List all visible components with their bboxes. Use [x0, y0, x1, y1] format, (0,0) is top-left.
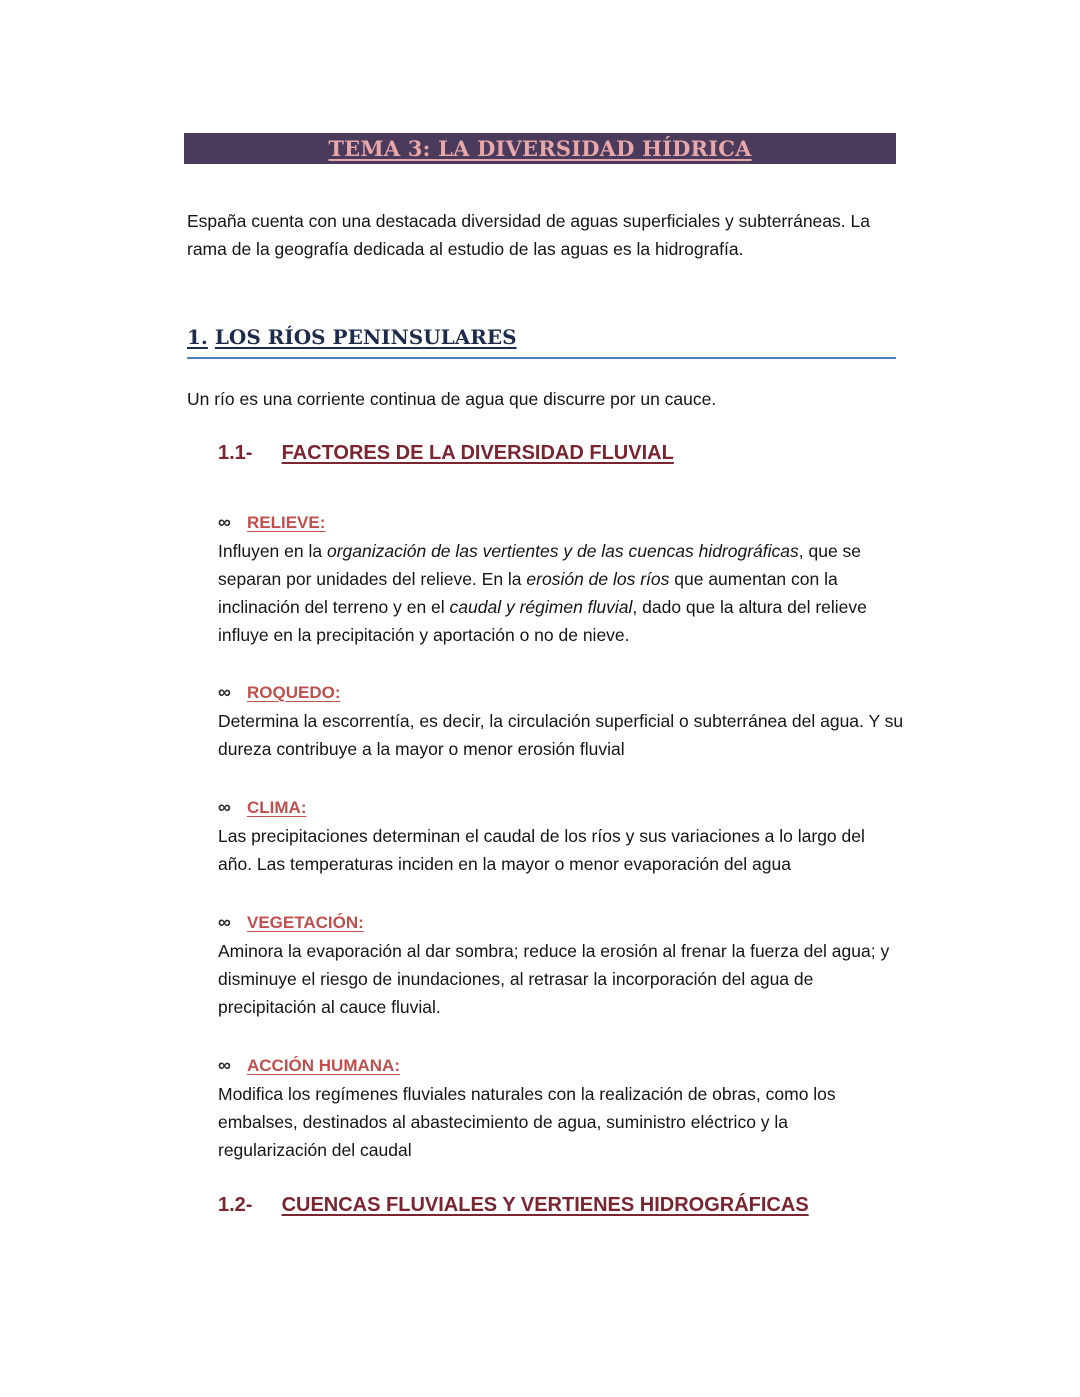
text-run: Influyen en la: [218, 541, 327, 561]
infinity-bullet-icon: ∞: [218, 1055, 231, 1075]
subsection-title: FACTORES DE LA DIVERSIDAD FLUVIAL: [281, 442, 674, 464]
text-run: , dado que la altura del relieve influye en la precipitación y aportación o no de nieve.: [218, 597, 867, 645]
factor-label: RELIEVE:: [247, 512, 326, 532]
section-1-title: LOS RÍOS PENINSULARES: [214, 325, 517, 349]
title-banner: [184, 133, 896, 164]
italic-run: caudal y régimen fluvial: [449, 597, 633, 617]
text-run: que aumentan con la inclinación del terreno y en el: [218, 569, 838, 617]
infinity-bullet-icon: ∞: [218, 797, 231, 817]
section-1-heading: [187, 325, 896, 349]
italic-run: organización de las vertientes y de las cuencas hidrográficas: [326, 541, 799, 561]
infinity-bullet-icon: ∞: [218, 512, 231, 532]
section-divider: [187, 357, 896, 359]
factor-roquedo-heading: [218, 682, 341, 703]
factor-clima-heading: [218, 797, 306, 818]
italic-run: erosión de los ríos: [526, 569, 670, 589]
subsection-title: CUENCAS FLUVIALES Y VERTIENES HIDROGRÁFICAS: [281, 1194, 809, 1216]
page-title: TEMA 3: LA DIVERSIDAD HÍDRICA: [328, 136, 752, 161]
factor-label: ACCIÓN HUMANA:: [247, 1055, 400, 1075]
factor-accion-humana-heading: [218, 1055, 400, 1076]
factor-relieve-text: [218, 537, 898, 649]
factor-roquedo-text: Determina la escorrentía, es decir, la circulación superficial o subterránea del agua. Y su dureza contribuye a la mayor o menor erosión fluvial: [218, 711, 904, 759]
subsection-1-2-heading: [218, 1194, 809, 1217]
section-1-number: 1.: [187, 325, 208, 349]
subsection-1-1-heading: [218, 442, 674, 465]
river-definition: Un río es una corriente continua de agua que discurre por un cauce.: [187, 389, 717, 409]
factor-label: ROQUEDO:: [247, 682, 341, 702]
intro-paragraph: España cuenta con una destacada diversidad de aguas superficiales y subterráneas. La rama de la geografía dedicada al estudio de las aguas es la hidrografía.: [187, 211, 870, 259]
factor-label: CLIMA:: [247, 797, 307, 817]
factor-relieve-heading: [218, 512, 325, 533]
factor-vegetacion-heading: [218, 912, 364, 933]
factor-clima-text: Las precipitaciones determinan el caudal de los ríos y sus variaciones a lo largo del año. Las temperaturas inciden en la mayor o menor evaporación del agua: [218, 826, 865, 874]
factor-accion-humana-text: Modifica los regímenes fluviales naturales con la realización de obras, como los embalses, destinados al abastecimiento de agua, suministro eléctrico y la regularización del caudal: [218, 1084, 836, 1160]
factor-label: VEGETACIÓN:: [247, 912, 364, 932]
factor-vegetacion-text: Aminora la evaporación al dar sombra; reduce la erosión al frenar la fuerza del agua; y disminuye el riesgo de inundaciones, al retrasar la incorporación del agua de precipitación al cauce fluvial.: [218, 941, 890, 1017]
text-run: , que se separan por unidades del relieve. En la: [218, 541, 862, 589]
subsection-number: 1.1-: [218, 442, 253, 464]
subsection-number: 1.2-: [218, 1194, 253, 1216]
infinity-bullet-icon: ∞: [218, 912, 231, 932]
infinity-bullet-icon: ∞: [218, 682, 231, 702]
